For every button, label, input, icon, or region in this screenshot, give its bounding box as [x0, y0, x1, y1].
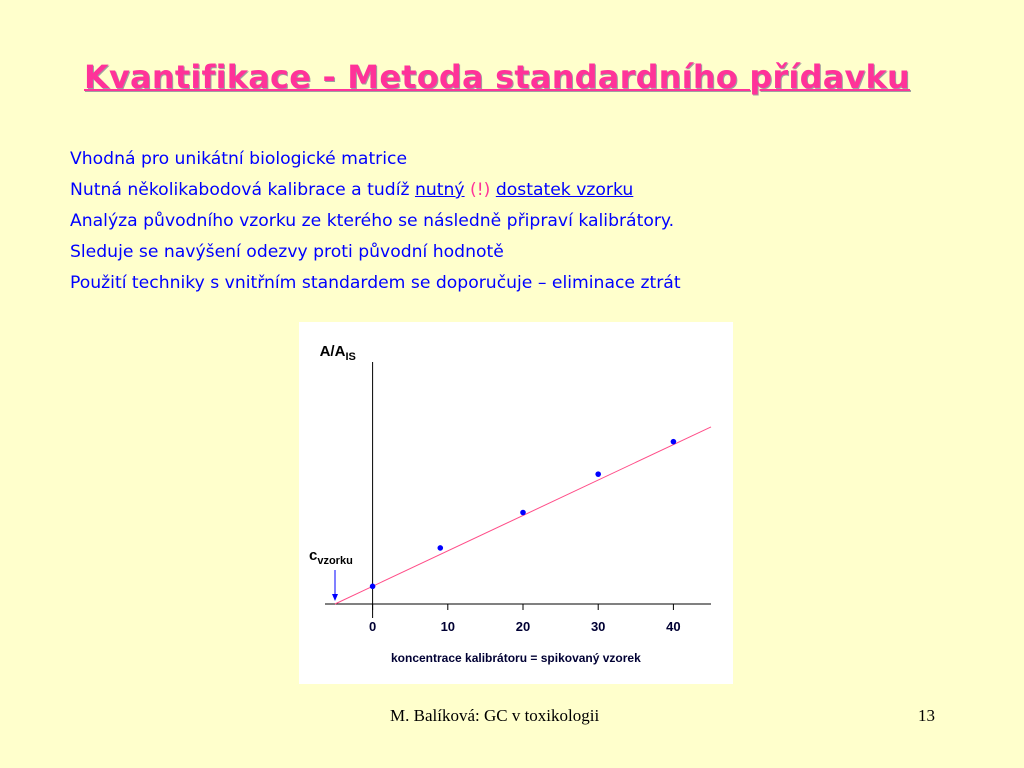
bullet-text: Vhodná pro unikátní biologické matrice: [70, 149, 408, 169]
x-tick-label: 0: [368, 619, 377, 634]
bullet-text: Použití techniky s vnitřním standardem se doporučuje – eliminace ztrát: [70, 273, 681, 293]
x-tick-label: 10: [440, 619, 456, 634]
data-point: [370, 583, 376, 589]
data-point: [520, 510, 526, 516]
bullet-line: [70, 175, 681, 206]
bullet-line: [70, 237, 681, 268]
x-tick-label: 40: [666, 619, 681, 634]
x-tick-label: 30: [590, 619, 606, 634]
bullet-text: (!): [470, 180, 491, 200]
bullet-text: nutný: [414, 180, 465, 200]
bullet-list: [70, 144, 681, 299]
sample-arrow-head: [332, 594, 338, 601]
footer-author: M. Balíková: GC v toxikologii: [390, 706, 600, 725]
bullet-text: Analýza původního vzorku ze kterého se následně připraví kalibrátory.: [70, 211, 675, 231]
bullet-text: dostatek vzorku: [495, 180, 634, 200]
sample-annotation: [309, 547, 353, 567]
slide-title: Kvantifikace - Metoda standardního přídavku: [84, 58, 911, 96]
data-point: [671, 439, 677, 445]
bullet-text: Sleduje se navýšení odezvy proti původní hodnotě: [70, 242, 504, 262]
y-axis-label-sub: IS: [345, 351, 356, 363]
x-tick-label: 20: [515, 619, 531, 634]
sample-annotation-sub: vzorku: [317, 555, 353, 567]
x-axis-label: koncentrace kalibrátoru = spikovaný vzorek: [391, 651, 641, 665]
bullet-text: Nutná několikabodová kalibrace a tudíž: [70, 180, 415, 200]
y-axis-label: [320, 343, 356, 363]
bullet-line: [70, 206, 681, 237]
fit-line: [335, 427, 711, 604]
bullet-line: [70, 268, 681, 299]
data-point: [595, 471, 601, 477]
calibration-chart: [299, 322, 733, 684]
sample-arrow: [332, 570, 338, 601]
footer-page-number: 13: [918, 706, 935, 725]
bullet-line: [70, 144, 681, 175]
chart-svg: [299, 322, 733, 684]
y-axis-label-main: A/A: [319, 343, 346, 360]
sample-annotation-main: c: [309, 547, 318, 564]
data-point: [437, 545, 443, 551]
